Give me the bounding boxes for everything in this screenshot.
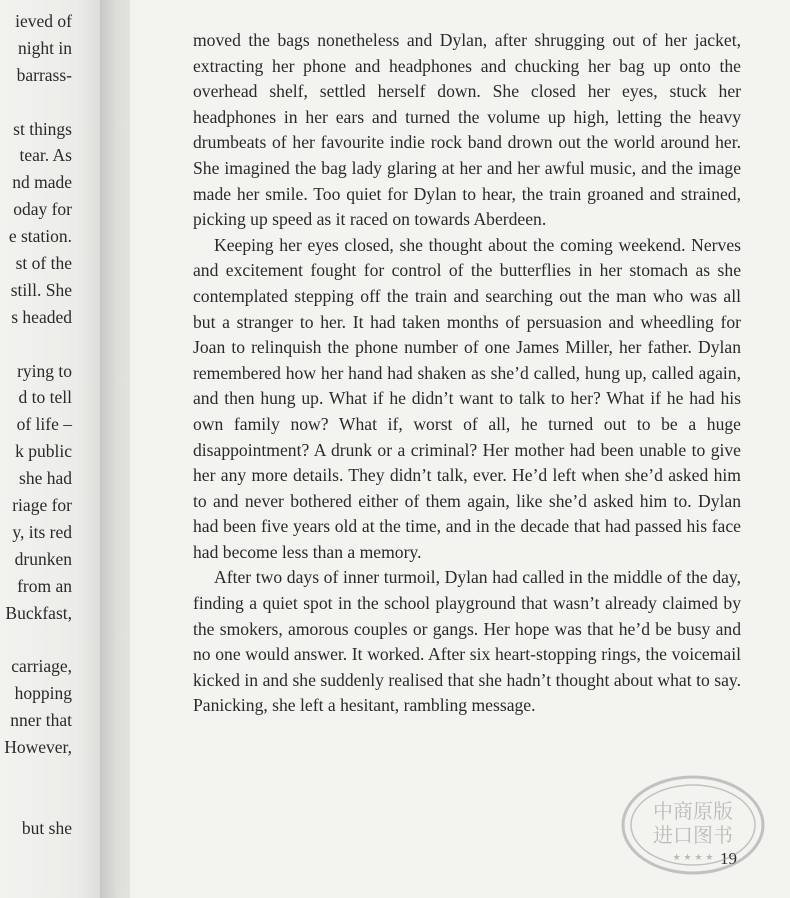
left-page-line: barrass- xyxy=(16,64,72,85)
left-page-line: st things xyxy=(13,118,72,139)
left-page-line: nd made xyxy=(12,172,72,193)
left-page-line: hopping xyxy=(14,683,72,704)
left-page-line xyxy=(4,761,72,788)
left-page-line xyxy=(4,626,72,653)
page-number: 19 xyxy=(720,849,737,868)
left-page-text xyxy=(4,8,72,842)
left-page-line: y, its red xyxy=(12,521,72,542)
left-page-line: still. She xyxy=(10,279,72,300)
left-page-line: carriage, xyxy=(11,656,72,677)
svg-text:中商原版: 中商原版 xyxy=(653,799,733,823)
left-page-line: e station. xyxy=(8,226,72,247)
left-page-line: tear. As xyxy=(19,145,72,166)
left-page-line: s headed xyxy=(11,306,72,327)
left-page-line: from an xyxy=(17,575,72,596)
left-page-line: drunken xyxy=(14,548,72,569)
svg-text:★ ★ ★ ★: ★ ★ ★ ★ xyxy=(672,853,714,863)
left-page-line: However, xyxy=(4,737,72,758)
left-page-line: d to tell xyxy=(18,387,72,408)
paragraph-3: After two days of inner turmoil, Dylan had called in the middle of the day, finding a quiet spot in the school playground that wasn’t already claimed by the smokers, amorous couples or gangs. Her hope was that he’d be busy and no one would answer. It worked. After six heart-stopping rings, the voicemail kicked in and she suddenly realised that she hadn’t thought about what to say. Panicking, she left a hesitant, rambling message. xyxy=(193,567,741,716)
svg-text:进口图书: 进口图书 xyxy=(653,823,733,847)
left-page-line xyxy=(4,89,72,116)
left-page-line: riage for xyxy=(12,495,72,516)
left-page-line: k public xyxy=(15,441,72,462)
right-page-text xyxy=(193,28,741,719)
left-page-line: Buckfast, xyxy=(5,602,72,623)
left-page-line: of life – xyxy=(16,414,72,435)
left-page-line: she had xyxy=(19,468,72,489)
watermark-stamp xyxy=(618,770,768,880)
left-page-line: but she xyxy=(21,817,72,838)
left-page-line xyxy=(4,788,72,815)
left-page xyxy=(0,0,108,898)
left-page-line: st of the xyxy=(15,253,72,274)
left-page-line xyxy=(4,331,72,358)
left-page-line: rying to xyxy=(17,360,72,381)
left-page-line: oday for xyxy=(13,199,72,220)
left-page-line: night in xyxy=(18,37,72,58)
paragraph-2: Keeping her eyes closed, she thought about the coming weekend. Nerves and excitement fought for control of the butterflies in her stomach as she contemplated stepping off the train and searching out the man who was all but a stranger to her. It had taken months of persuasion and wheedling for Joan to relinquish the phone number of one James Miller, her father. Dylan remembered how her hand had shaken as she’d called, hung up, called again, and then hung up. What if he didn’t want to talk to her? What if he had his own family now? What if, worst of all, he turned out to be a huge disappointment? A drunk or a criminal? Her mother had been unable to give her any more details. They didn’t talk, ever. He’d left when she’d asked him to and never bothered either of them again, like she’d asked him to. Dylan had been five years old at the time, and in the decade that had passed his face had become less than a memory. xyxy=(193,234,741,562)
left-page-line: ieved of xyxy=(15,11,72,31)
paragraph-1: moved the bags nonetheless and Dylan, after shrugging out of her jacket, extracting her phone and headphones and chucking her bag up onto the overhead shelf, settled herself down. She closed her eyes, stuck her headphones in her ears and turned the volume up high, letting the heavy drumbeats of her favourite indie rock band drown out the world around her. She imagined the bag lady glaring at her and her awful music, and the image made her smile. Too quiet for Dylan to hear, the train groaned and strained, picking up speed as it raced on towards Aberdeen. xyxy=(193,30,741,230)
left-page-line: nner that xyxy=(10,710,72,731)
